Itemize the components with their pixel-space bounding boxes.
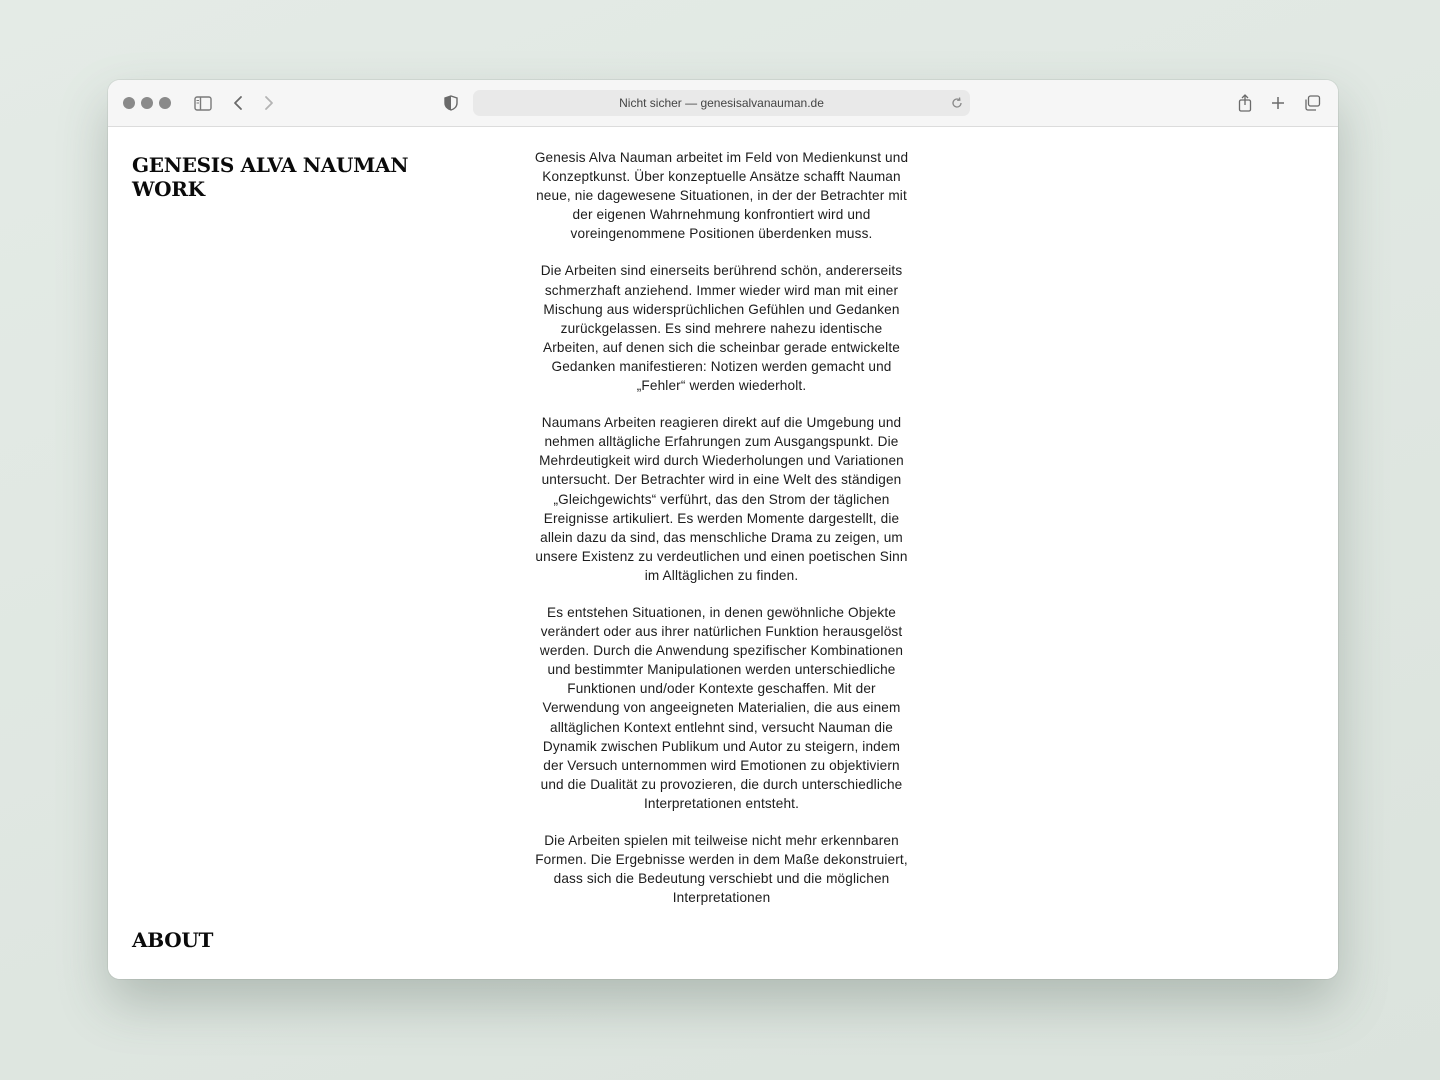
reload-icon[interactable] bbox=[950, 96, 964, 110]
site-navigation bbox=[132, 153, 408, 201]
article-paragraph: Genesis Alva Nauman arbeitet im Feld von Medienkunst und Konzeptkunst. Über konzeptuelle Ansätze schafft Nauman neue, nie dagewesene Situationen, in der der Betrachter mit der eigenen Wahrnehmung konfrontiert wird und voreingenommene Positionen überdenken muss. bbox=[534, 150, 909, 242]
plus-icon[interactable] bbox=[1268, 93, 1288, 113]
sidebar-icon[interactable] bbox=[193, 93, 213, 113]
about-link[interactable]: ABOUT bbox=[132, 928, 214, 952]
article-paragraph: Die Arbeiten spielen mit teilweise nicht mehr erkennbaren Formen. Die Ergebnisse werden in dem Maße dekonstruiert, dass sich die Bedeutung verschiebt und die möglichen Interpretationen bbox=[535, 833, 908, 906]
article-paragraph: Die Arbeiten sind einerseits berührend schön, andererseits schmerzhaft anziehend. Immer wieder wird man mit einer Mischung aus widersprüchlichen Gefühlen und Gedanken zurückgelassen. Es sind mehrere nahezu identische Arbeiten, auf denen sich die scheinbar gerade entwickelte Gedanken manifestieren: Notizen werden gemacht und „Fehler“ werden wiederholt. bbox=[540, 263, 903, 394]
browser-window bbox=[108, 80, 1338, 979]
tabs-icon[interactable] bbox=[1302, 93, 1322, 113]
minimize-window-button[interactable] bbox=[141, 97, 153, 109]
about-article bbox=[534, 148, 909, 925]
article-paragraph: Es entstehen Situationen, in denen gewöhnliche Objekte verändert oder aus ihrer natürlichen Funktion herausgelöst werden. Durch die Anwendung spezifischer Kombinationen und bestimmter Manipulationen werden unterschiedliche Funktionen und/oder Kontexte geschaffen. Mit der Verwendung von angeeigneten Materialien, die aus einem alltäglichen Kontext entlehnt sind, versucht Nauman die Dynamik zwischen Publikum und Autor zu steigern, indem der Versuch unternommen wird Emotionen zu objektiviern und die Dualität zu provozieren, die durch unterschiedliche Interpretationen entsteht. bbox=[539, 604, 904, 811]
article-paragraph: Naumans Arbeiten reagieren direkt auf die Umgebung und nehmen alltägliche Erfahrungen zum Ausgangspunkt. Die Mehrdeutigkeit wird durch Wiederholungen und Variationen untersucht. Der Betrachter wird in eine Welt des ständigen „Gleichgewichts“ verführt, das den Strom der täglichen Ereignisse artikuliert. Es werden Momente dargestellt, die allein dazu da sind, das menschliche Drama zu zeigen, um unsere Existenz zu verdeutlichen und einen poetischen Sinn im Alltäglichen zu finden. bbox=[535, 415, 908, 583]
address-bar[interactable] bbox=[473, 90, 970, 116]
shield-icon[interactable] bbox=[441, 93, 461, 113]
zoom-window-button[interactable] bbox=[159, 97, 171, 109]
share-icon[interactable] bbox=[1235, 93, 1255, 113]
close-window-button[interactable] bbox=[123, 97, 135, 109]
web-page bbox=[108, 127, 1338, 979]
back-icon[interactable] bbox=[228, 93, 248, 113]
browser-toolbar bbox=[108, 80, 1338, 127]
forward-icon[interactable] bbox=[259, 93, 279, 113]
work-link[interactable]: WORK bbox=[132, 177, 205, 201]
address-text: Nicht sicher — genesisalvanauman.de bbox=[619, 96, 824, 110]
site-title-link[interactable]: GENESIS ALVA NAUMAN bbox=[132, 153, 409, 177]
